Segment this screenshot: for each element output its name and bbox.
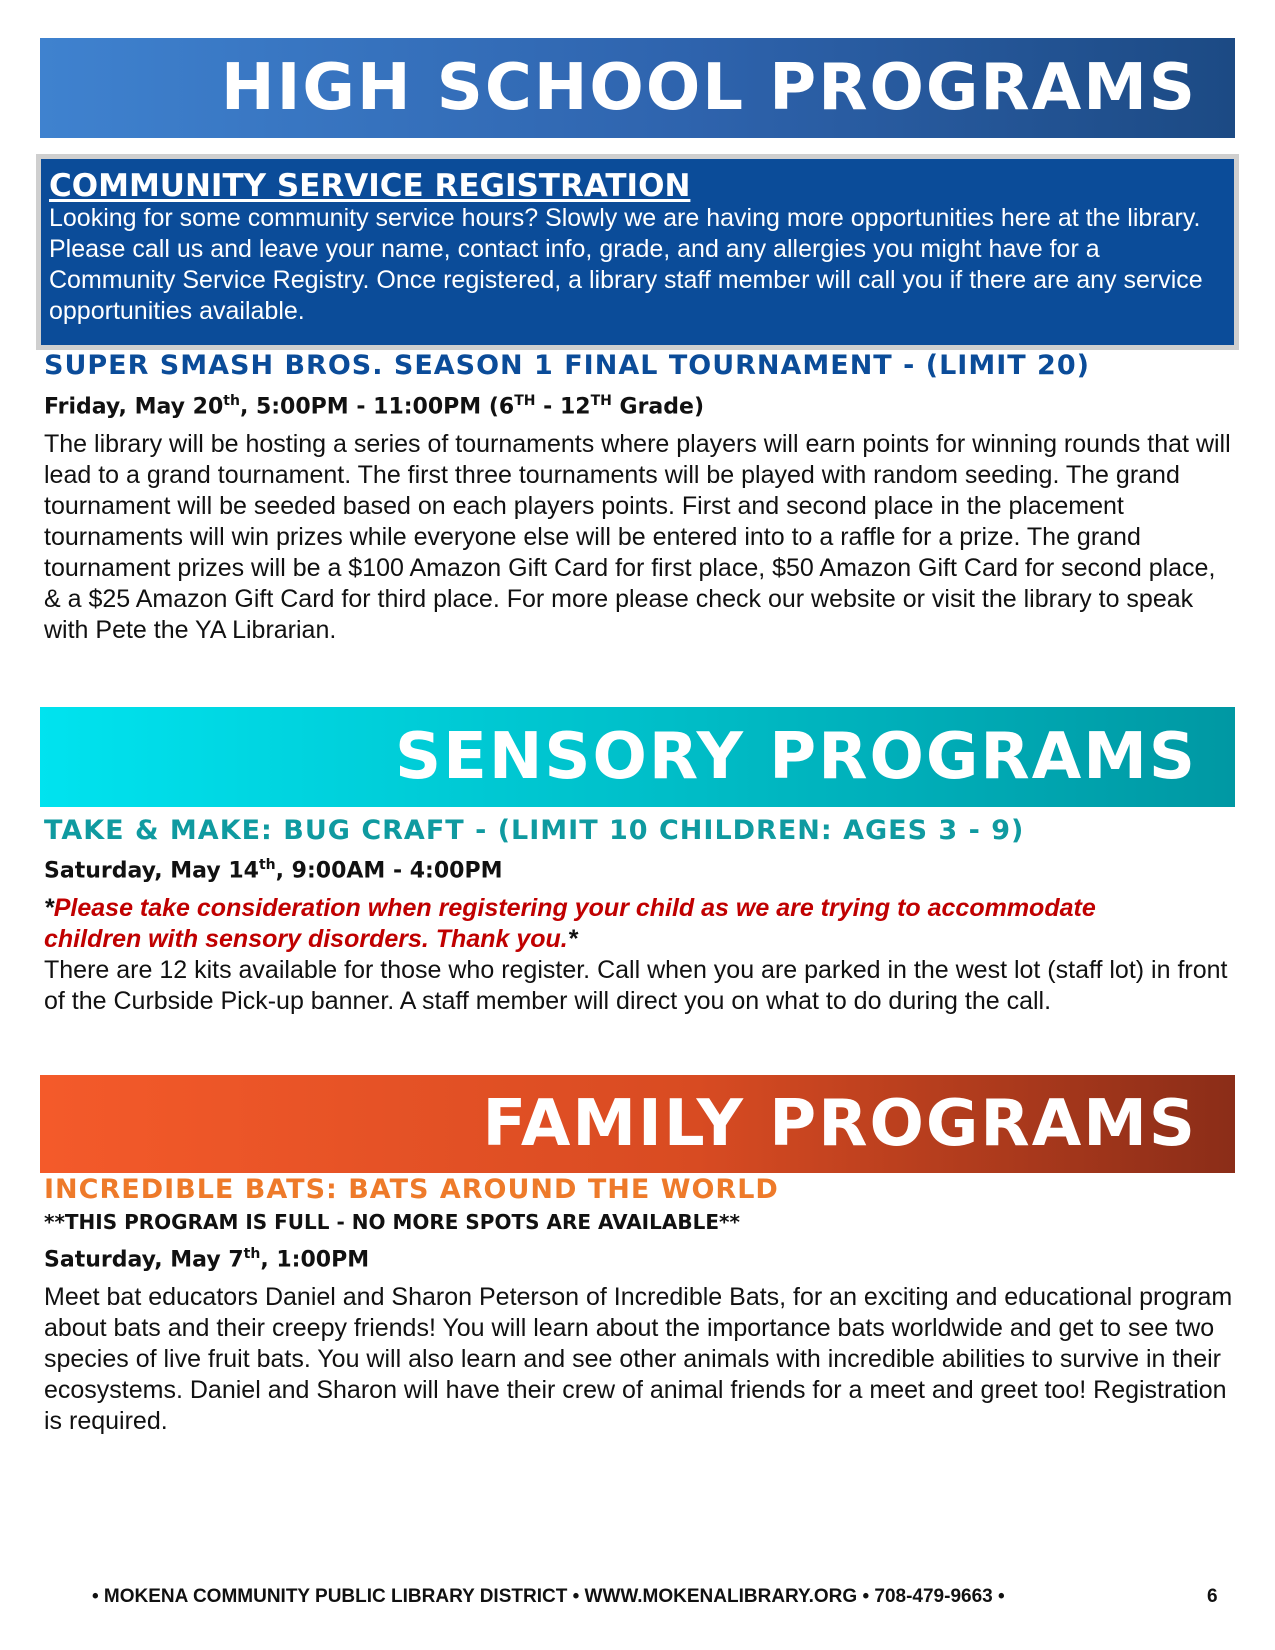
community-service-text: Looking for some community service hours? Slowly we are having more opportunities here at the library. Please call us and leave your name, contact info, grade, and any allergies you might have for a Community Service Registry. Once registered, a library staff member will call you if there are any service opportunities available.: [49, 204, 1203, 325]
bug-craft-description: There are 12 kits available for those who register. Call when you are parked in the west lot (staff lot) in front of the Curbside Pick-up banner. A staff member will direct you on what to do during the call.: [44, 956, 1228, 1015]
grade-separator: - 12: [535, 394, 591, 420]
incredible-bats-description: Meet bat educators Daniel and Sharon Peterson of Incredible Bats, for an exciting and educational program about bats and their creepy friends! You will learn about the importance bats worldwide and get to see two species of live fruit bats. You will also learn and see other animals with incredible abilities to survive in their ecosystems. Daniel and Sharon will have their crew of animal friends for a meet and greet too! Registration is required.: [44, 1283, 1233, 1435]
grade-label: Grade): [611, 394, 704, 420]
community-service-panel: [41, 159, 1234, 345]
date-suffix: th: [223, 393, 240, 409]
smash-tournament-description: The library will be hosting a series of tournaments where players will earn points for winning rounds that will lead to a grand tournament. The first three tournaments will be played with random seeding. The grand tournament will be seeded based on each players points. First and second place in the placement tournaments will win prizes while everyone else will be entered into to a raffle for a prize. The grand tournament prizes will be a $100 Amazon Gift Card for first place, $50 Amazon Gift Card for second place, & a $25 Amazon Gift Card for third place. For more please check our website or visit the library to speak with Pete the YA Librarian.: [44, 430, 1231, 644]
notice-star: *: [567, 925, 578, 953]
notice-text: Please take consideration when registering your child as we are trying to accommodate children with sensory disorders. Thank you.: [44, 894, 1096, 953]
bug-craft-date: [44, 857, 502, 883]
date-text: Friday, May 20: [44, 394, 224, 420]
notice-star: *: [44, 894, 54, 922]
smash-tournament-date: [44, 393, 704, 419]
date-suffix: th: [243, 1246, 261, 1262]
high-school-banner: [40, 38, 1235, 138]
community-service-box: [36, 154, 1239, 350]
date-text: Saturday, May 7: [44, 1247, 244, 1273]
date-text: Saturday, May 14: [44, 858, 259, 884]
page-number: 6: [1207, 1586, 1218, 1607]
time-text: , 1:00PM: [260, 1247, 370, 1273]
sensory-notice: [44, 893, 1144, 955]
program-full-note: **THIS PROGRAM IS FULL - NO MORE SPOTS ARE AVAILABLE**: [44, 1210, 740, 1234]
smash-tournament-heading: SUPER SMASH BROS. SEASON 1 FINAL TOURNAMENT - (LIMIT 20): [44, 350, 1090, 381]
sensory-banner: [40, 707, 1235, 807]
date-suffix: th: [258, 857, 276, 873]
incredible-bats-heading: INCREDIBLE BATS: BATS AROUND THE WORLD: [44, 1174, 779, 1205]
family-banner: [40, 1075, 1235, 1173]
bug-craft-heading: TAKE & MAKE: BUG CRAFT - (LIMIT 10 CHILDREN: AGES 3 - 9): [44, 815, 1025, 846]
family-banner-title: FAMILY PROGRAMS: [482, 1087, 1197, 1161]
grade-suffix: TH: [590, 393, 612, 409]
high-school-banner-title: HIGH SCHOOL PROGRAMS: [221, 51, 1197, 125]
time-text: , 9:00AM - 4:00PM: [275, 858, 503, 884]
sensory-banner-title: SENSORY PROGRAMS: [395, 720, 1197, 794]
grade-suffix: TH: [514, 393, 536, 409]
footer-text: • MOKENA COMMUNITY PUBLIC LIBRARY DISTRICT • WWW.MOKENALIBRARY.ORG • 708-479-9663 •: [92, 1586, 1005, 1607]
incredible-bats-date: [44, 1246, 369, 1272]
time-text: , 5:00PM - 11:00PM (6: [239, 394, 515, 420]
community-service-title: COMMUNITY SERVICE REGISTRATION: [49, 168, 691, 204]
